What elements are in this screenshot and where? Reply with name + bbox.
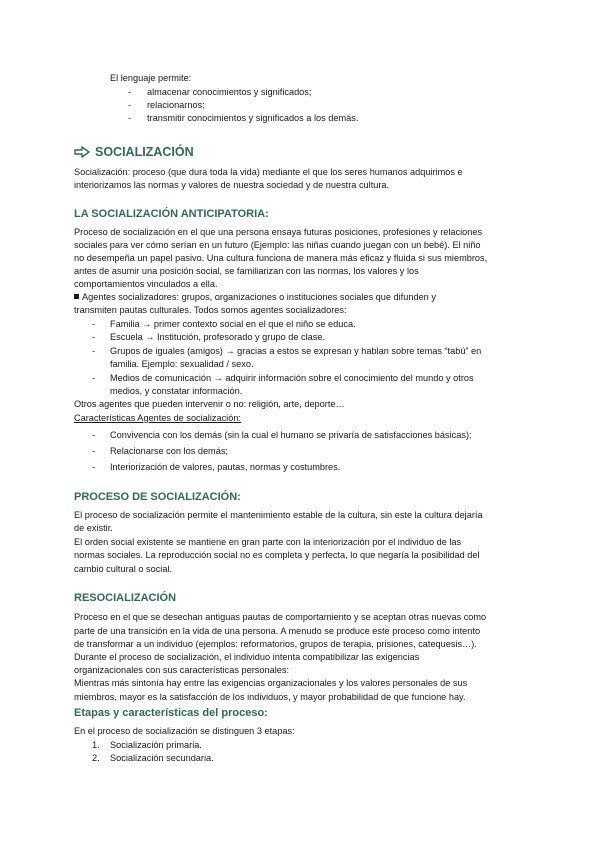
- list-item-cont: familia. Ejemplo: sexualidad / sexo.: [110, 359, 254, 369]
- list-item: Familia → primer contexto social en el que el niño se educa.: [110, 319, 356, 329]
- list-item: Socialización primaria.: [110, 740, 202, 750]
- bullet-dash: -: [128, 100, 132, 110]
- list-item: transmitir conocimientos y significados a los demás.: [147, 113, 359, 123]
- paragraph-line: Proceso en el que se desechan antiguas pautas de comportamiento y se aceptan otras nuevas como: [74, 612, 487, 622]
- paragraph-line: transmiten pautas culturales. Todos somos agentes socializadores:: [74, 305, 347, 315]
- paragraph-line: Mientras más sintonía hay entre las exigencias organizacionales y los valores personales de sus: [74, 678, 468, 688]
- bullet-dash: -: [92, 319, 96, 329]
- paragraph-line: sociales para ver cómo serían en un futuro (Ejemplo: las niñas cuando juegan con un bebé). El niño: [74, 240, 481, 250]
- list-item: Relacionarse con los demás;: [110, 446, 228, 456]
- section-title-resocializacion: RESOCIALIZACIÓN: [74, 592, 177, 604]
- paragraph-line: de existir.: [74, 523, 113, 533]
- bullet-dash: -: [92, 373, 96, 383]
- paragraph-line: normas sociales. La reproducción social no es completa y perfecta, lo que negaría la posibilidad del: [74, 550, 480, 560]
- list-item: almacenar conocimientos y significados;: [147, 87, 312, 97]
- paragraph-line: Otros agentes que pueden intervenir o no: religión, arte, deporte…: [74, 399, 345, 409]
- list-number: 1.: [92, 740, 100, 750]
- paragraph-line: Durante el proceso de socialización, el individuo intenta compatibilizar las exigencias: [74, 652, 420, 662]
- square-bullet-icon: [74, 294, 79, 299]
- paragraph-line: El proceso de socialización permite el mantenimiento estable de la cultura, sin este la cultura dejaría: [74, 510, 483, 520]
- paragraph-line: El orden social existente se mantiene en gran parte con la interiorización por el individuo de las: [74, 537, 462, 547]
- section-title-socializacion: [74, 145, 194, 159]
- arrow-right-icon: [74, 146, 90, 158]
- section-title-proceso: PROCESO DE SOCIALIZACIÓN:: [74, 491, 241, 503]
- paragraph-line: En el proceso de socialización se distinguen 3 etapas:: [74, 726, 295, 736]
- paragraph-line: de transformar a un individuo (ejemplos: reformatorios, grupos de terapia, prisiones, catequesis…).: [74, 639, 477, 649]
- bullet-dash: -: [92, 332, 96, 342]
- paragraph-line: antes de asumir una posición social, se familiarizan con las normas, los valores y los: [74, 266, 419, 276]
- bullet-dash: -: [128, 87, 132, 97]
- paragraph-line: parte de una transición en la vida de una persona. A menudo se produce este proceso como intento: [74, 626, 481, 636]
- bullet-dash: -: [92, 430, 96, 440]
- bullet-dash: -: [92, 346, 96, 356]
- paragraph-line: cambio cultural o social.: [74, 564, 173, 574]
- list-item: Socialización secundaria.: [110, 753, 214, 763]
- lenguaje-intro: El lenguaje permite:: [110, 73, 192, 83]
- bullet-dash: -: [92, 446, 96, 456]
- paragraph-line: miembros, mayor es la satisfacción de los individuos, y mayor probabilidad de que funcione hay.: [74, 692, 466, 702]
- section-title-text: SOCIALIZACIÓN: [95, 145, 194, 159]
- caracteristicas-title: Características Agentes de socialización:: [74, 413, 241, 423]
- list-number: 2.: [92, 753, 100, 763]
- list-item: relacionarnos;: [147, 100, 205, 110]
- paragraph-line: Proceso de socialización en el que una persona ensaya futuras posiciones, profesiones y relaciones: [74, 227, 483, 237]
- list-item: Convivencia con los demás (sin la cual el humano se privaría de satisfacciones básicas);: [110, 430, 472, 440]
- paragraph-line: organizacionales con sus características personales:: [74, 665, 289, 675]
- list-item: Grupos de iguales (amigos) → gracias a estos se expresan y hablan sobre temas “tabú” en: [110, 346, 482, 356]
- bullet-dash: -: [92, 462, 96, 472]
- bullet-dash: -: [128, 113, 132, 123]
- list-item-cont: medios, y constatar información.: [110, 386, 243, 396]
- paragraph-line: Socialización: proceso (que dura toda la vida) mediante el que los seres humanos adquirimos e: [74, 167, 463, 177]
- subsection-title-etapas: Etapas y características del proceso:: [74, 707, 268, 719]
- agentes-text: Agentes socializadores: grupos, organizaciones o instituciones sociales que difunden y: [82, 292, 436, 302]
- agentes-line: [74, 291, 436, 303]
- section-title-anticipatoria: LA SOCIALIZACIÓN ANTICIPATORIA:: [74, 208, 269, 220]
- list-item: Medios de comunicación → adquirir información sobre el conocimiento del mundo y otros: [110, 373, 474, 383]
- paragraph-line: comportamientos vinculados a ella.: [74, 279, 218, 289]
- paragraph-line: interiorizamos las normas y valores de nuestra sociedad y de nuestra cultura.: [74, 180, 390, 190]
- list-item: Interiorización de valores, pautas, normas y costumbres.: [110, 462, 341, 472]
- list-item: Escuela → Institución, profesorado y grupo de clase.: [110, 332, 326, 342]
- paragraph-line: no desempeña un papel pasivo. Una cultura funciona de manera más eficaz y fluida si sus miembros,: [74, 253, 488, 263]
